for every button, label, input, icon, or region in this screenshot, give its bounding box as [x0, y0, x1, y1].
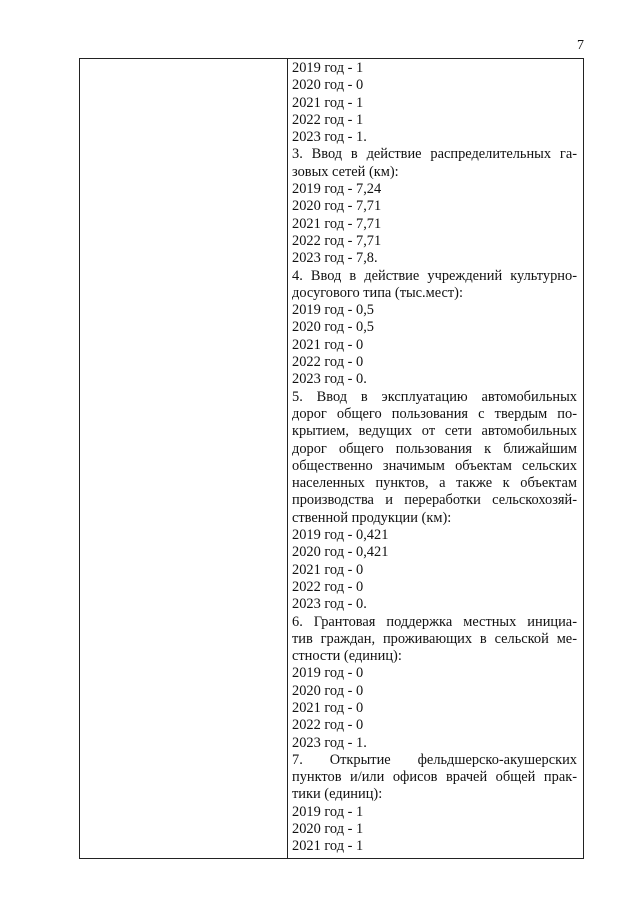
text-line: тив граждан, проживающих в сельской ме-: [292, 630, 577, 647]
text-line: производства и переработки сельскохозяй-: [292, 492, 577, 509]
text-line: досугового типа (тыс.мест):: [292, 284, 463, 301]
text-line: 2022 год - 0: [292, 354, 364, 371]
text-line: общественно значимым объектам сельских: [292, 457, 577, 474]
text-line: 2020 год - 0: [292, 682, 364, 699]
text-line: 2019 год - 1: [292, 803, 364, 820]
text-line: 2019 год - 7,24: [292, 181, 382, 198]
text-line: 2020 год - 7,71: [292, 198, 382, 215]
text-line: 2021 год - 0: [292, 561, 364, 578]
text-line: стности (единиц):: [292, 648, 402, 665]
text-line: 2023 год - 1.: [292, 734, 367, 751]
text-line: 2019 год - 0,421: [292, 527, 389, 544]
text-line: 2023 год - 0.: [292, 596, 367, 613]
text-line: населенных пунктов, а также к объектам: [292, 475, 577, 492]
text-line: 4. Ввод в действие учреждений культурно-: [292, 267, 577, 284]
text-line: 2021 год - 1: [292, 838, 364, 855]
text-line: 2022 год - 0: [292, 578, 364, 595]
text-line: 2021 год - 0: [292, 336, 364, 353]
text-line: пунктов и/или офисов врачей общей прак-: [292, 769, 577, 786]
text-line: 2023 год - 1.: [292, 129, 367, 146]
text-line: 2022 год - 0: [292, 717, 364, 734]
text-line: 7. Открытие фельдшерско-акушерских: [292, 751, 577, 768]
text-line: зовых сетей (км):: [292, 163, 399, 180]
text-line: 2020 год - 1: [292, 821, 364, 838]
text-line: 2020 год - 0,421: [292, 544, 389, 561]
table-right-column: [292, 60, 577, 856]
text-line: 2019 год - 0,5: [292, 302, 375, 319]
text-line: 2023 год - 0.: [292, 371, 367, 388]
text-line: тики (единиц):: [292, 786, 383, 803]
text-line: 2021 год - 1: [292, 94, 364, 111]
text-line: крытием, ведущих от сети автомобильных: [292, 423, 577, 440]
text-line: 2020 год - 0: [292, 77, 364, 94]
text-line: 3. Ввод в действие распределительных га-: [292, 146, 577, 163]
column-divider: [287, 59, 288, 858]
text-line: 2019 год - 0: [292, 665, 364, 682]
text-line: дорог общего пользования к ближайшим: [292, 440, 577, 457]
page-number: 7: [577, 38, 584, 53]
text-line: 2023 год - 7,8.: [292, 250, 378, 267]
text-line: дорог общего пользования с твердым по-: [292, 405, 577, 422]
text-line: 2021 год - 7,71: [292, 215, 382, 232]
text-line: 2022 год - 7,71: [292, 232, 382, 249]
document-table: [79, 58, 584, 859]
text-line: 2020 год - 0,5: [292, 319, 375, 336]
text-line: ственной продукции (км):: [292, 509, 452, 526]
text-line: 6. Грантовая поддержка местных инициа-: [292, 613, 577, 630]
text-line: 2022 год - 1: [292, 111, 364, 128]
text-line: 2019 год - 1: [292, 60, 364, 76]
text-line: 2021 год - 0: [292, 699, 364, 716]
text-line: 5. Ввод в эксплуатацию автомобильных: [292, 388, 577, 405]
